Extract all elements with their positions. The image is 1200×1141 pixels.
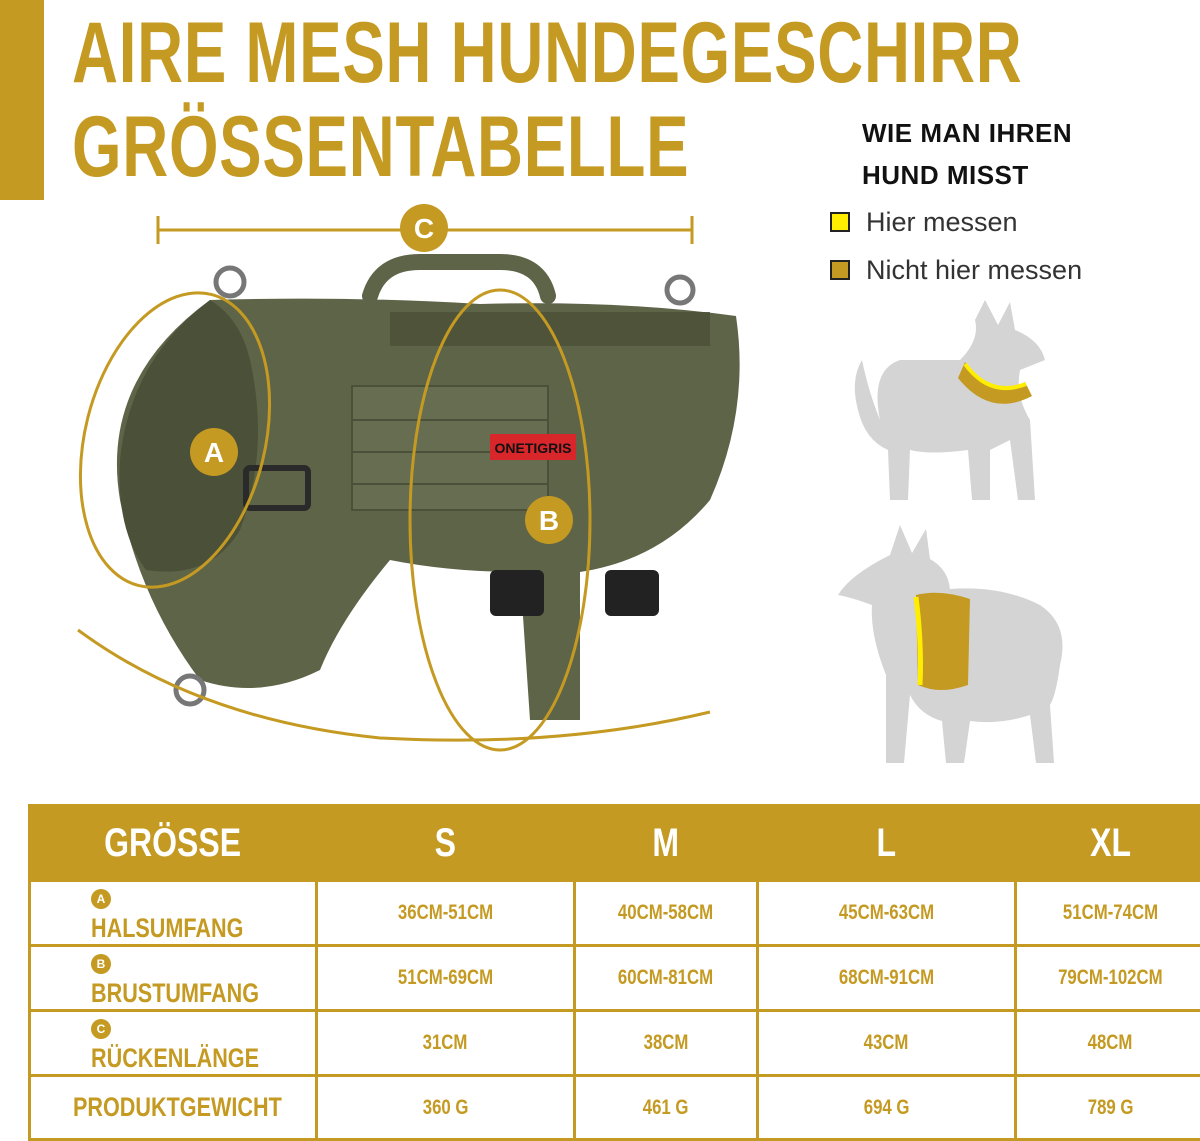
size-s-header: S [317, 806, 575, 881]
table-cell: 51CM-69CM [317, 946, 575, 1011]
marker-c-icon: C [91, 1019, 111, 1039]
table-cell: 79CM-102CM [1016, 946, 1200, 1011]
table-cell: 360 G [317, 1076, 575, 1140]
title-line-1: AIRE MESH HUNDEGESCHIRR [72, 5, 1022, 101]
table-cell: 40CM-58CM [575, 881, 758, 946]
table-cell: 789 G [1016, 1076, 1200, 1140]
marker-b-icon: B [91, 954, 111, 974]
table-cell: 51CM-74CM [1016, 881, 1200, 946]
table-cell: 68CM-91CM [758, 946, 1016, 1011]
brand-label: ONETIGRIS [494, 440, 571, 456]
size-chart-table [28, 804, 1200, 1141]
legend-item-measure-here [830, 198, 1082, 246]
how-to-measure-heading [862, 112, 1072, 196]
legend-label: Nicht hier messen [866, 255, 1082, 286]
table-cell: 694 G [758, 1076, 1016, 1140]
table-cell: 48CM [1016, 1011, 1200, 1076]
table-row [30, 881, 1200, 946]
dog-chest-measure-icon [830, 525, 1080, 775]
belly-curve-indicator [78, 630, 710, 740]
row-label-neck: AHALSUMFANG [30, 881, 317, 946]
table-cell: 45CM-63CM [758, 881, 1016, 946]
size-xl-header: XL [1016, 806, 1200, 881]
title-accent-bar [0, 0, 44, 200]
row-label-back-length: CRÜCKENLÄNGE [30, 1011, 317, 1076]
marker-a-icon: A [204, 437, 224, 468]
legend-item-do-not-measure [830, 246, 1082, 294]
table-cell: 38CM [575, 1011, 758, 1076]
marker-b-icon: B [539, 505, 559, 536]
size-l-header: L [758, 806, 1016, 881]
table-row [30, 1076, 1200, 1140]
table-cell: 43CM [758, 1011, 1016, 1076]
how-to-line-1: WIE MAN IHREN [862, 112, 1072, 154]
table-cell: 36CM-51CM [317, 881, 575, 946]
table-row [30, 946, 1200, 1011]
how-to-line-2: HUND MISST [862, 154, 1072, 196]
harness-product-image [60, 200, 760, 770]
title-line-2: GRÖSSENTABELLE [72, 99, 689, 195]
table-cell: 461 G [575, 1076, 758, 1140]
measure-legend [830, 198, 1082, 294]
row-label-chest: BBRUSTUMFANG [30, 946, 317, 1011]
size-m-header: M [575, 806, 758, 881]
table-cell: 31CM [317, 1011, 575, 1076]
harness-icon [117, 262, 740, 720]
dog-neck-measure-icon [840, 290, 1080, 520]
table-row [30, 1011, 1200, 1076]
yellow-swatch-icon [830, 212, 850, 232]
size-column-header: GRÖSSE [30, 806, 317, 881]
size-header-row [30, 806, 1200, 881]
table-cell: 60CM-81CM [575, 946, 758, 1011]
marker-a-icon: A [91, 889, 111, 909]
row-label-weight: PRODUKTGEWICHT [30, 1076, 317, 1140]
legend-label: Hier messen [866, 207, 1018, 238]
gold-swatch-icon [830, 260, 850, 280]
marker-c-icon: C [414, 213, 434, 244]
